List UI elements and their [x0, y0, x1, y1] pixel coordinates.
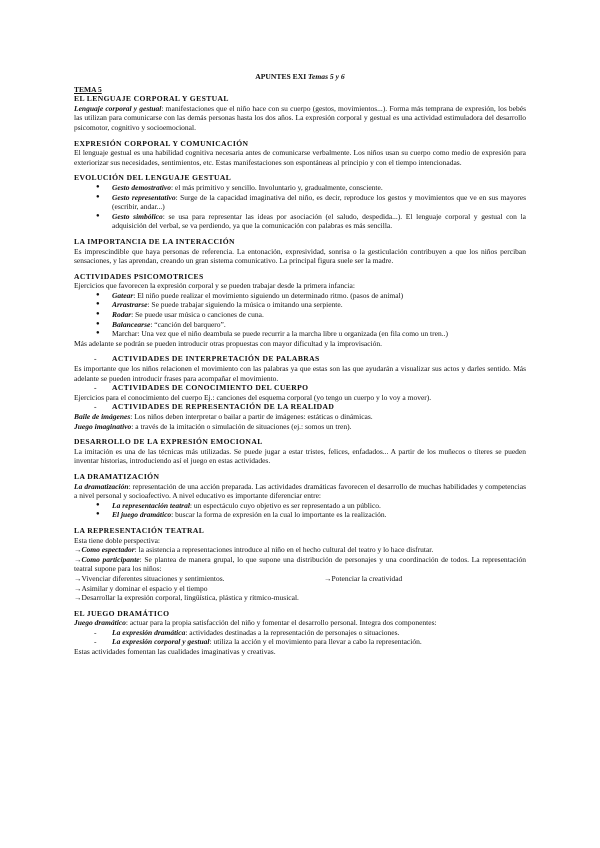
- document-title: APUNTES EXI Temas 5 y 6: [255, 72, 345, 81]
- list-item: ● Balancearse: “canción del barquero”.: [112, 320, 526, 330]
- heading-importancia-interaccion: LA IMPORTANCIA DE LA INTERACCIÓN: [74, 236, 235, 246]
- tema-5-label: TEMA 5: [74, 84, 102, 94]
- arrow-icon: →: [74, 583, 82, 593]
- list-item: ● Marchar: Una vez que el niño deambula se puede recurrir a la marcha libre u organizada (en fila como un tren..): [112, 329, 526, 339]
- teatral-benefits-row: →Vivenciar diferentes situaciones y sentimientos. →Potenciar la creatividad: [74, 573, 403, 583]
- heading-actividades-psicomotrices: ACTIVIDADES PSICOMOTRICES: [74, 271, 204, 281]
- heading-lenguaje-corporal: EL LENGUAJE CORPORAL Y GESTUAL: [74, 94, 229, 104]
- paragraph-expresion-corporal: El lenguaje gestual es una habilidad cognitiva necesaria antes de comunicarse verbalmente. Los niños usan su cuerpo como medio de expresión para exteriorizar sus necesidades, sentimientos, etc. Estas manifestaciones son espontáneas al principio y con el tiempo intencionadas.: [74, 148, 526, 167]
- paragraph-dramatizacion: La dramatización: representación de una acción preparada. Las actividades dramáticas favorecen el desarrollo de muchas habilidades y competencias a nivel personal y socioafectivo. A nivel educativo es importante diferenciar entre:: [74, 481, 526, 501]
- list-evolucion: [74, 183, 526, 231]
- paragraph-interpretacion-palabras: Es importante que los niños relacionen el movimiento con las palabras ya que estas son las que ayudarán a visualizar sus actos y darles sentido. Más adelante se pueden introducir frases para acompañar el movimiento.: [74, 364, 526, 383]
- paragraph-psicomotrices-intro: Ejercicios que favorecen la expresión corporal y se pueden trabajar desde la primera infancia:: [74, 281, 355, 291]
- arrow-icon: →: [74, 573, 82, 583]
- heading-representacion-realidad: - ACTIVIDADES DE REPRESENTACIÓN DE LA REALIDAD: [74, 402, 526, 412]
- paragraph-importancia-interaccion: Es imprescindible que haya personas de referencia. La entonación, expresividad, sonrisa o la gesticulación contribuyen a que los niños perciban sensaciones, y las aprendan, creando un gran sistema comunicativo. La principal figura suele ser la madre.: [74, 246, 526, 266]
- list-item: ● Gatear: El niño puede realizar el movimiento siguiendo un determinado ritmo. (pasos de animal): [112, 291, 526, 301]
- list-item: - La expresión dramática: actividades destinadas a la representación de personajes o situaciones.: [74, 628, 526, 638]
- list-item: ● Gesto demostrativo: el más primitivo y sencillo. Involuntario y, gradualmente, consciente.: [112, 183, 526, 193]
- paragraph-juego-outro: Estas actividades fomentan las cualidades imaginativas y creativas.: [74, 647, 276, 657]
- heading-conocimiento-cuerpo: - ACTIVIDADES DE CONOCIMIENTO DEL CUERPO: [74, 383, 526, 393]
- list-item: ● El juego dramático: buscar la forma de expresión en la cual lo importante es la realización.: [112, 510, 526, 520]
- paragraph-asimilar: →Asimilar y dominar el espacio y el tiempo: [74, 583, 208, 593]
- paragraph-expresion-emocional: La imitación es una de las técnicas más utilizadas. Se puede jugar a estar tristes, felices, enfadados... A partir de los muñecos o títeres se pueden inventar historias, introduciendo así el juego en estas actividades.: [74, 446, 526, 466]
- paragraph-baile-imagenes: Baile de imágenes: Los niños deben interpretar o bailar a partir de imágenes: estáticas o dinámicas.: [74, 412, 373, 421]
- paragraph-psicomotrices-outro: Más adelante se podrán se pueden introducir otras propuestas con mayor dificultad y la improvisación.: [74, 338, 383, 348]
- paragraph-participante: →Como participante: Se plantea de manera grupal, lo que supone una distribución de personajes y una coordinación de todos. La representación teatral supone para los niños:: [74, 554, 526, 574]
- heading-expresion-emocional: DESARROLLO DE LA EXPRESIÓN EMOCIONAL: [74, 437, 263, 447]
- list-psicomotrices: [74, 291, 526, 339]
- arrow-icon: →: [74, 545, 82, 555]
- paragraph-espectador: →Como espectador: la asistencia a representaciones introduce al niño en el hecho cultural del teatro y lo hace disfrutar.: [74, 545, 434, 555]
- heading-representacion-teatral: LA REPRESENTACIÓN TEATRAL: [74, 525, 205, 535]
- list-item: ● Arrastrarse: Se puede trabajar siguiendo la música o imitando una serpiente.: [112, 300, 526, 310]
- heading-interpretacion-palabras: - ACTIVIDADES DE INTERPRETACIÓN DE PALABRAS: [74, 354, 526, 364]
- arrow-icon: →: [74, 593, 82, 603]
- list-item: ● Gesto simbólico: se usa para representar las ideas por asociación (el saludo, despedida...). El lenguaje corporal y gestual con la adquisición del verbal, se va perdiendo, ya que la comunicación con palabras es más sencilla.: [112, 212, 526, 231]
- paragraph-desarrollar: →Desarrollar la expresión corporal, lingüística, plástica y rítmico-musical.: [74, 593, 299, 603]
- heading-expresion-corporal: EXPRESIÓN CORPORAL Y COMUNICACIÓN: [74, 138, 249, 148]
- list-item: ● La representación teatral: un espectáculo cuyo objetivo es ser representado a un público.: [112, 501, 526, 511]
- heading-evolucion-lenguaje: EVOLUCIÓN DEL LENGUAJE GESTUAL: [74, 173, 232, 183]
- arrow-icon: →: [324, 573, 332, 583]
- paragraph-juego-dramatico: Juego dramático: actuar para la propia satisfacción del niño y fomentar el desarrollo personal. Integra dos componentes:: [74, 618, 437, 628]
- paragraph-lenguaje-corporal: Lenguaje corporal y gestual: manifestaciones que el niño hace con su cuerpo (gestos, movimientos...). Forma más temprana de expresión, los bebés las utilizan para comunicarse con las demás personas hasta los dos años. La expresión corporal y gestual es una actividad estimuladora del desarrollo psicomotor, cognitivo y socioemocional.: [74, 103, 526, 132]
- paragraph-teatral-intro: Esta tiene doble perspectiva:: [74, 535, 161, 545]
- arrow-icon: →: [74, 554, 82, 564]
- heading-juego-dramatico: EL JUEGO DRAMÁTICO: [74, 608, 170, 618]
- heading-dramatizacion: LA DRAMATIZACIÓN: [74, 471, 160, 481]
- paragraph-juego-imaginativo: Juego imaginativo: a través de la imitación o simulación de situaciones (ej.: somos un tren).: [74, 421, 352, 431]
- paragraph-conocimiento-cuerpo: Ejercicios para el conocimiento del cuerpo Ej.: canciones del esquema corporal (yo tengo un cuerpo y lo voy a mover).: [74, 392, 432, 402]
- list-item: - La expresión corporal y gestual: utiliza la acción y el movimiento para llevar a cabo la representación.: [74, 637, 526, 647]
- list-dramatizacion: [74, 501, 526, 520]
- list-item: ● Gesto representativo: Surge de la capacidad imaginativa del niño, es decir, reproduce los gestos y movimientos que ve en sus mayores (escribir, andar...): [112, 193, 526, 212]
- list-item: ● Rodar: Se puede usar música o canciones de cuna.: [112, 310, 526, 320]
